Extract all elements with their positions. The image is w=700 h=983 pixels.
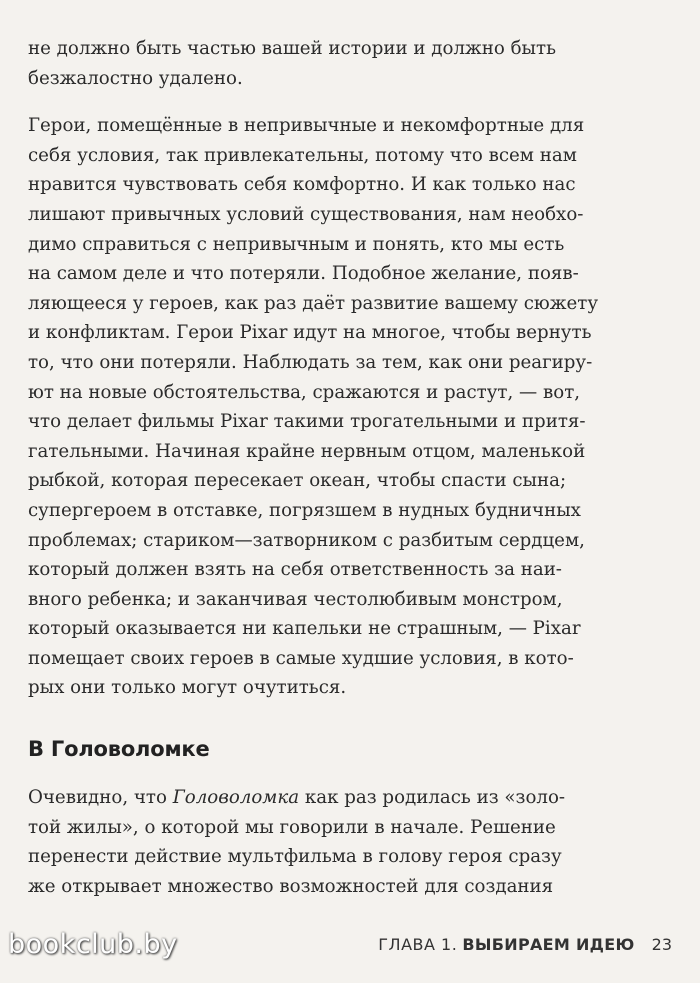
text-line xyxy=(28,783,673,813)
paragraph-1 xyxy=(28,34,673,93)
text-line: же открывает множество возможностей для создания xyxy=(28,875,554,897)
text-line: на самом деле и что потеряли. Подобное желание, появ- xyxy=(28,263,579,285)
text-line: ют на новые обстоятельства, сражаются и растут, — вот, xyxy=(28,381,581,403)
text-line: рых они только могут очутиться. xyxy=(28,677,347,699)
watermark: bookclub.by xyxy=(8,929,178,960)
text-line: супергероем в отставке, погрязшем в нудных будничных xyxy=(28,499,581,521)
text-line: то, что они потеряли. Наблюдать за тем, как они реагиру- xyxy=(28,351,593,373)
text-line: который оказывается ни капельки не страшным, — Pixar xyxy=(28,618,581,640)
text-line: рыбкой, которая пересекает океан, чтобы спасти сына; xyxy=(28,470,567,492)
text-line: вного ребенка; и заканчивая честолюбивым монстром, xyxy=(28,588,563,610)
text-line: димо справиться с непривычным и понять, кто мы есть xyxy=(28,233,565,255)
book-title-italic: Головоломка xyxy=(172,787,300,809)
chapter-title: ВЫБИРАЕМ ИДЕЮ xyxy=(462,935,635,954)
page-footer xyxy=(0,925,700,961)
text-line: безжалостно удалено. xyxy=(28,67,243,89)
paragraph-3 xyxy=(28,783,673,901)
section-heading: В Головоломке xyxy=(28,737,210,762)
text-span: Очевидно, что xyxy=(28,787,173,809)
text-line: той жилы», о которой мы говорили в начале. Решение xyxy=(28,816,556,838)
text-line: себя условия, так привлекательны, потому что всем нам xyxy=(28,144,577,166)
text-line: Герои, помещённые в непривычные и некомфортные для xyxy=(28,115,585,137)
text-line: перенести действие мультфильма в голову героя сразу xyxy=(28,846,562,868)
text-line: не должно быть частью вашей истории и должно быть xyxy=(28,38,556,59)
text-line: помещает своих героев в самые худшие условия, в кото- xyxy=(28,647,574,669)
chapter-label: ГЛАВА 1. xyxy=(378,935,458,954)
paragraph-2 xyxy=(28,111,673,703)
running-footer xyxy=(378,935,672,954)
text-line: проблемах; стариком—затворником с разбитым сердцем, xyxy=(28,529,585,551)
text-line: лишают привычных условий существования, нам необхо- xyxy=(28,203,584,225)
text-line: ляющееся у героев, как раз даёт развитие вашему сюжету xyxy=(28,292,599,314)
text-span: как раз родилась из «золо- xyxy=(299,787,566,809)
text-line: что делает фильмы Pixar такими трогательными и притя- xyxy=(28,411,586,433)
text-line: который должен взять на себя ответственность за наи- xyxy=(28,559,562,581)
book-page xyxy=(28,34,673,919)
text-line: гательными. Начиная крайне нервным отцом, маленькой xyxy=(28,440,586,462)
text-line: нравится чувствовать себя комфортно. И как только нас xyxy=(28,174,576,196)
text-line: и конфликтам. Герои Pixar идут на многое, чтобы вернуть xyxy=(28,322,592,344)
page-number: 23 xyxy=(651,935,672,954)
